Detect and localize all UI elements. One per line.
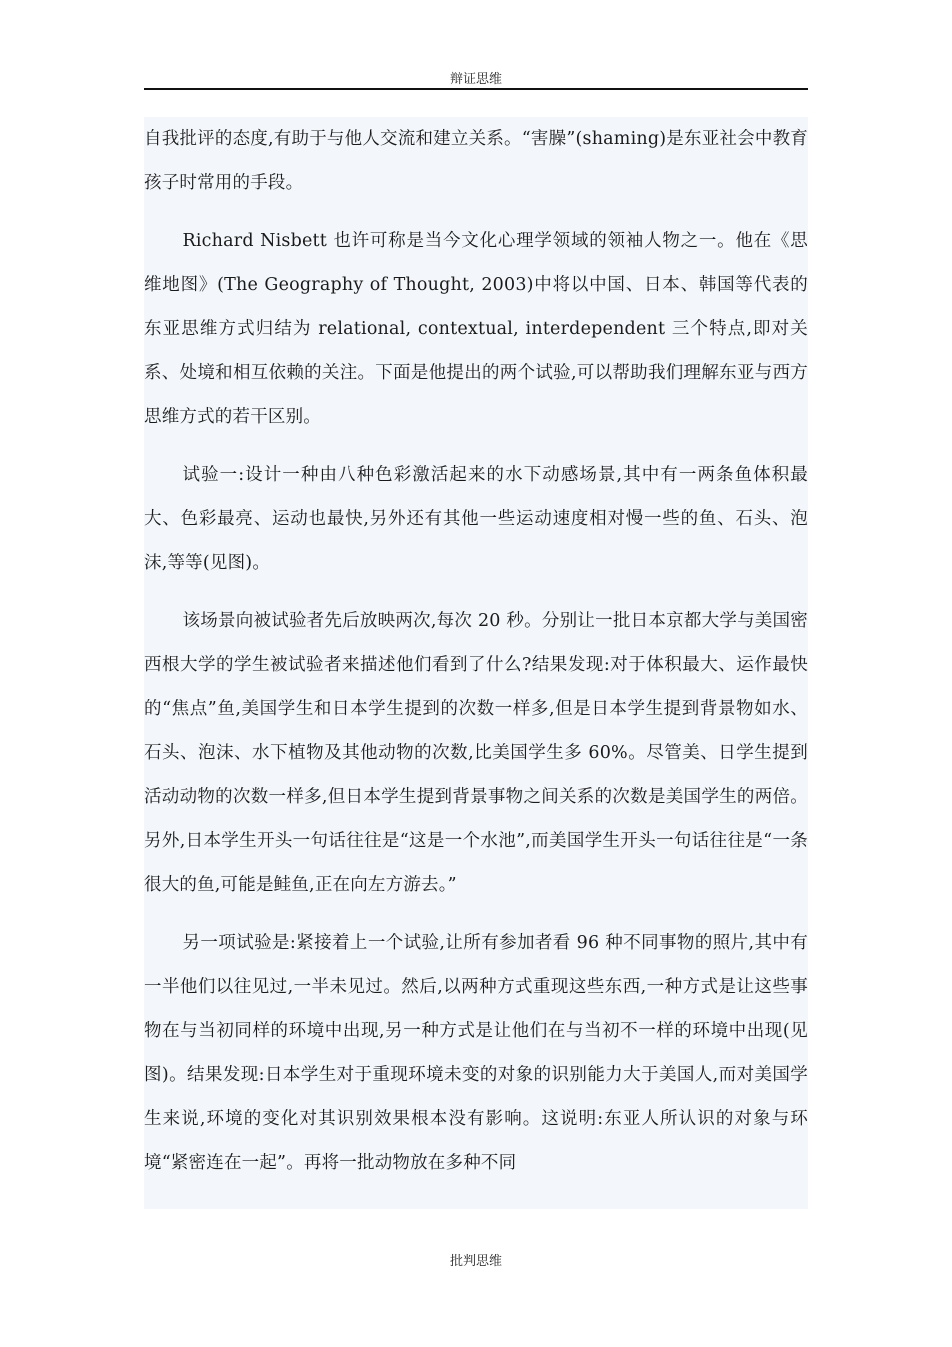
document-body [144,117,808,1209]
page-footer: 批判思维 [449,1254,502,1269]
paragraph-2: Richard Nisbett 也许可称是当今文化心理学领域的领袖人物之一。他在《思维地图》(The Geography of Thought, 2003)中将以中国、日本、韩国等代表的东亚思维方式归结为 relational, contextual, interdependent 三个特点,即对关系、处境和相互依赖的关注。下面是他提出的两个试验,可以帮助我们理解东亚与西方思维方式的若干区别。 [144,231,808,427]
header-divider [144,88,808,90]
paragraph-3: 试验一:设计一种由八种色彩激活起来的水下动感场景,其中有一两条鱼体积最大、色彩最亮、运动也最快,另外还有其他一些运动速度相对慢一些的鱼、石头、泡沫,等等(见图)。 [144,465,808,573]
page-header: 辩证思维 [449,72,502,87]
paragraph-1: 自我批评的态度,有助于与他人交流和建立关系。“害臊”(shaming)是东亚社会中教育孩子时常用的手段。 [144,129,808,193]
paragraph-4: 该场景向被试验者先后放映两次,每次 20 秒。分别让一批日本京都大学与美国密西根大学的学生被试验者来描述他们看到了什么?结果发现:对于体积最大、运作最快的“焦点”鱼,美国学生和日本学生提到的次数一样多,但是日本学生提到背景物如水、石头、泡沫、水下植物及其他动物的次数,比美国学生多 60%。尽管美、日学生提到活动动物的次数一样多,但日本学生提到背景事物之间关系的次数是美国学生的两倍。另外,日本学生开头一句话往往是“这是一个水池”,而美国学生开头一句话往往是“一条很大的鱼,可能是鲑鱼,正在向左方游去。” [144,611,808,895]
paragraph-5: 另一项试验是:紧接着上一个试验,让所有参加者看 96 种不同事物的照片,其中有一半他们以往见过,一半未见过。然后,以两种方式重现这些东西,一种方式是让这些事物在与当初同样的环境中出现,另一种方式是让他们在与当初不一样的环境中出现(见图)。结果发现:日本学生对于重现环境未变的对象的识别能力大于美国人,而对美国学生来说,环境的变化对其识别效果根本没有影响。这说明:东亚人所认识的对象与环境“紧密连在一起”。再将一批动物放在多种不同 [144,933,808,1173]
